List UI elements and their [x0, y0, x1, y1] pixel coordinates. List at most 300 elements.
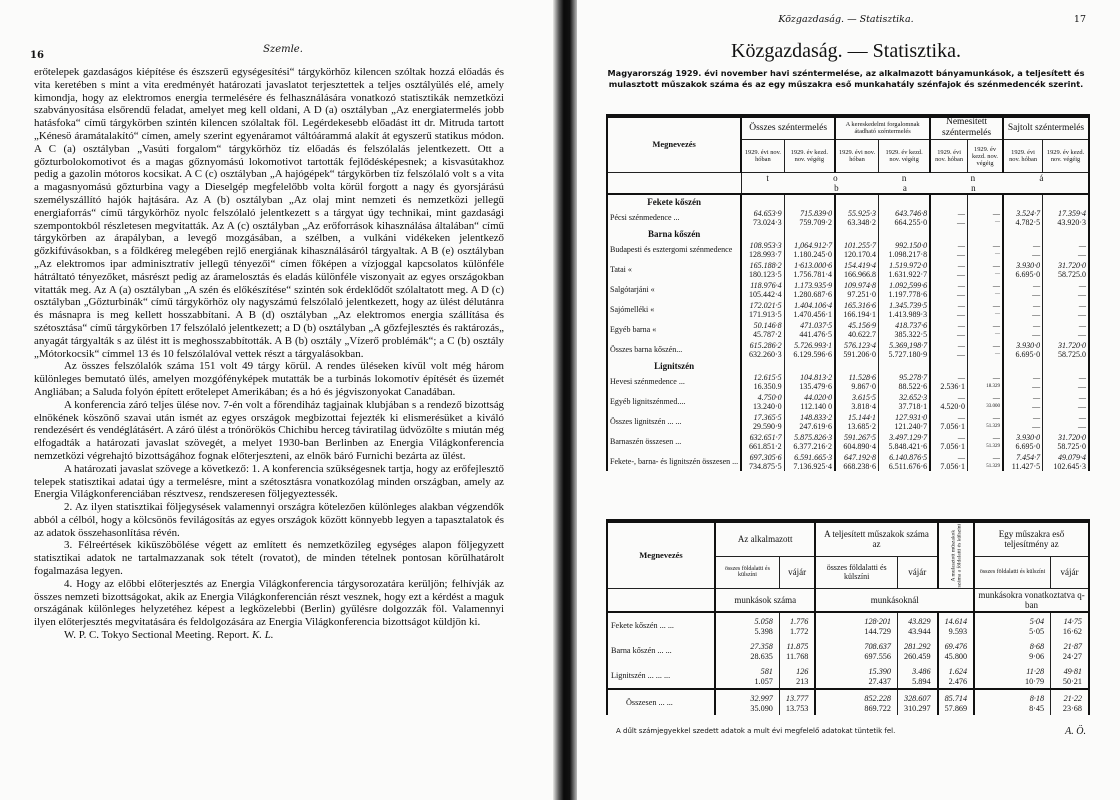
data-cell: [1051, 689, 1089, 715]
data-cell: [1051, 638, 1089, 663]
subcolumn-header: 1929. évi nov. hóban: [1003, 140, 1043, 173]
data-cell: [1051, 612, 1089, 638]
previous-year-value: 11.528·6: [848, 373, 877, 382]
previous-year-value: 14.614: [944, 617, 968, 626]
previous-year-value: 3.930·0: [1016, 261, 1041, 270]
current-value: 759.709·2: [799, 218, 833, 227]
unit-spacer: [607, 173, 741, 195]
paragraph: 4. Hogy az előbbi előterjesztés az Energia Világkonferencia tárgysorozatára kerüljön; felhívják az összes nemzeti bizottságokat, akik az Energia Világkonferencián részt vesznek, hogy ezt a kérdést a maguk országának különleges helyzetéhez képest a legközelebbi (Berlin) gyűlésre dolgozzák föl. Valamennyi ilyen előterjesztés megvitatására és feldolgozására az Energia Világkonferencia bizottságot küldjön ki.: [34, 577, 504, 629]
current-value: 6.695·0: [1015, 350, 1041, 359]
current-value: 11.768: [786, 651, 809, 661]
current-value: —: [957, 330, 966, 339]
row-label: Összesen ... ...: [607, 689, 715, 715]
paragraph: A konferencia záró teljes ülése nov. 7-én volt a főrendiház tagjainak klubjában s a rendező bizottság elnökének köszönő szavai után ismét az egyes országok megbizottai fejezték ki elismerésüket a kiváló rendezésért és vendéglátásért. A záró ülést a trónörökös Chichibu herceg táviratilag üdvözölte s miután még elfogadták a határozati javaslat szövegét, a melyet 1930-ban Berlinben az Energia Világkonferencia nemzetközi végrehajtó bizottságához fognak előterjeszteni, az elnök báró Furnichi bezárta az ülést.: [34, 398, 504, 462]
data-cell: [1003, 359, 1043, 371]
previous-year-value: 328.607: [903, 694, 931, 703]
data-cell: [835, 299, 878, 319]
data-cell: [879, 339, 931, 359]
previous-year-value: 49·81: [1063, 667, 1082, 676]
current-value: 28.635: [750, 651, 773, 661]
current-value: 29.590·9: [752, 422, 782, 431]
previous-year-value: 3.615·5: [852, 393, 877, 402]
current-value: 9·06: [1029, 651, 1045, 661]
current-value: 247.619·6: [799, 422, 833, 431]
current-value: 5.894: [912, 676, 931, 686]
data-cell: [741, 239, 784, 259]
current-value: —: [995, 312, 1000, 317]
category-label: Lignitszén: [607, 359, 741, 371]
data-cell: [1043, 359, 1089, 371]
data-cell: [784, 371, 835, 391]
current-value: 45.800: [944, 651, 968, 661]
subcol-all-employed: összes földalatti és külszíni: [715, 556, 779, 588]
previous-year-value: 64.653·9: [753, 209, 782, 218]
previous-year-value: 109.974·8: [844, 281, 877, 290]
current-value: 33.000: [986, 404, 1000, 409]
data-cell: [938, 689, 975, 715]
previous-year-value: 11.875: [786, 642, 809, 651]
data-cell: [1003, 391, 1043, 411]
data-cell: [879, 239, 931, 259]
previous-year-value: —: [957, 321, 966, 330]
previous-year-value: —: [1032, 281, 1041, 290]
current-value: 2.536·1: [940, 382, 966, 391]
previous-year-value: 172.021·5: [749, 301, 782, 310]
current-value: 105.442·4: [748, 290, 782, 299]
previous-year-value: 3.930·0: [1016, 341, 1041, 350]
current-value: 734.875·5: [748, 462, 782, 471]
data-cell: [879, 391, 931, 411]
current-value: 73.024·3: [752, 218, 782, 227]
previous-year-value: 1,064.912·7: [794, 241, 833, 250]
current-value: —: [995, 252, 1000, 257]
unit-row: t o n n á b a n: [741, 173, 1089, 195]
data-cell: [741, 339, 784, 359]
previous-year-value: —: [1078, 281, 1086, 290]
previous-year-value: 21·22: [1063, 694, 1082, 703]
data-cell: [1043, 259, 1089, 279]
footnote: [616, 727, 1086, 735]
current-value: 43.920·3: [1057, 218, 1086, 227]
data-cell: [930, 227, 967, 239]
data-cell: [930, 411, 967, 431]
data-cell: [968, 239, 1003, 259]
previous-year-value: —: [992, 433, 1000, 442]
data-cell: [879, 371, 931, 391]
current-value: 1.280.687·6: [793, 290, 833, 299]
data-cell: [741, 359, 784, 371]
footnote-signature: A. Ö.: [1065, 726, 1086, 737]
previous-year-value: —: [1078, 393, 1086, 402]
data-cell: [968, 259, 1003, 279]
previous-year-value: 708.637: [864, 642, 891, 651]
data-cell: [1043, 371, 1089, 391]
data-cell: [879, 259, 931, 279]
previous-year-value: —: [957, 413, 966, 422]
table-row: [607, 411, 1089, 431]
current-value: 869.722: [864, 703, 891, 713]
data-cell: [879, 227, 931, 239]
current-value: —: [995, 220, 1000, 225]
data-cell: [741, 451, 784, 471]
data-cell: [968, 339, 1003, 359]
subcol-vajar-employed: vájár: [779, 556, 815, 588]
table-row: [607, 207, 1089, 227]
current-value: 112.140 0: [800, 402, 833, 411]
data-cell: [879, 279, 931, 299]
column-group-commercial: A kereskedelmi forgalomnak átadható széntermelés: [835, 117, 930, 140]
current-value: 18.329: [986, 384, 1000, 389]
current-value: —: [957, 270, 966, 279]
paragraph: A határozati javaslat szövege a következő: 1. A konferencia szükségesnek tartja, hogy az erőfejlesztő telepek statisztikai adatai úgy a termelésre, mint a szétosztásra vonatkozólag minden országban, amely az Energia Világkonferenciában résztvesz, rendszeresen följegyeztessék.: [34, 462, 504, 501]
previous-year-value: 44.020·0: [804, 393, 833, 402]
current-value: 310.297: [903, 703, 931, 713]
previous-year-value: 5.058: [754, 617, 773, 626]
data-cell: [835, 227, 878, 239]
previous-year-value: —: [992, 281, 1000, 290]
previous-year-value: 1.092,599·6: [889, 281, 928, 290]
data-cell: [1003, 299, 1043, 319]
data-cell: [930, 431, 967, 451]
current-value: 24·27: [1062, 651, 1082, 661]
previous-year-value: —: [1032, 393, 1041, 402]
previous-year-value: 1.776: [789, 617, 809, 626]
current-value: 102.645·3: [1053, 462, 1086, 471]
subcol-all-shifts: összes földalatti és külszíni: [815, 556, 897, 588]
data-cell: [879, 207, 931, 227]
previous-year-value: 632.651·7: [749, 433, 782, 442]
signature: K. L.: [252, 629, 274, 642]
subcolumn-header: 1929. év kezd. nov. végéig: [784, 140, 835, 173]
column-header-name: Megnevezés: [607, 117, 741, 173]
current-value: 4.520·0: [940, 402, 966, 411]
data-cell: [1043, 299, 1089, 319]
current-value: 121.240·7: [894, 422, 928, 431]
row-label: Összes barna kőszén...: [607, 339, 741, 359]
current-value: 6.695·0: [1015, 442, 1041, 451]
row-label: Budapesti és esztergomi szénmedence: [607, 239, 741, 259]
previous-year-value: 69.476: [944, 642, 968, 651]
category-label: Fekete kőszén: [607, 194, 741, 207]
previous-year-value: 5.369,198·7: [889, 341, 928, 350]
column-group-employed: Az alkalmazott: [715, 522, 815, 556]
current-value: 5.848.421·6: [888, 442, 928, 451]
data-cell: [784, 359, 835, 371]
article-body: [34, 66, 504, 642]
data-cell: [784, 279, 835, 299]
previous-year-value: —: [992, 321, 1000, 330]
current-value: 697.556: [864, 651, 891, 661]
previous-year-value: 17.365·5: [753, 413, 782, 422]
previous-year-value: 108.953·3: [749, 241, 782, 250]
data-cell: [968, 279, 1003, 299]
previous-year-value: 852.228: [864, 694, 891, 703]
previous-year-value: —: [1032, 241, 1041, 250]
data-cell: [741, 411, 784, 431]
data-cell: [784, 411, 835, 431]
current-value: 128.993·7: [748, 250, 782, 259]
current-value: 5.398: [754, 626, 773, 636]
current-value: 1.772: [789, 626, 809, 636]
column-header-name: Megnevezés: [607, 522, 715, 589]
row-label: Fekete kőszén ... ...: [607, 612, 715, 638]
current-value: 213: [796, 676, 809, 686]
previous-year-value: 32.652·3: [899, 393, 928, 402]
data-cell: [835, 391, 878, 411]
data-cell: [1043, 239, 1089, 259]
previous-year-value: 12.615·5: [753, 373, 782, 382]
previous-year-value: —: [957, 433, 966, 442]
category-label: Barna kőszén: [607, 227, 741, 239]
previous-year-value: 17.359·4: [1058, 209, 1086, 218]
data-cell: [1043, 411, 1089, 431]
previous-year-value: —: [1032, 301, 1041, 310]
previous-year-value: 3.930·0: [1016, 433, 1041, 442]
data-cell: [1003, 371, 1043, 391]
previous-year-value: 165.188·2: [749, 261, 782, 270]
previous-year-value: 591.267·5: [844, 433, 877, 442]
section-title: Közgazdaság. — Statisztika.: [731, 40, 961, 62]
data-cell: [835, 371, 878, 391]
current-value: 43.944: [908, 626, 931, 636]
previous-year-value: 128·201: [864, 617, 891, 626]
current-value: —: [1078, 290, 1086, 299]
previous-year-value: 281.292: [903, 642, 931, 651]
data-cell: [938, 612, 975, 638]
current-value: 7.056·1: [940, 422, 966, 431]
current-value: 2.476: [948, 676, 968, 686]
current-value: 16.350.9: [753, 382, 782, 391]
current-value: 8·45: [1029, 703, 1045, 713]
data-cell: [1003, 279, 1043, 299]
table-row: [607, 451, 1089, 471]
previous-year-value: —: [957, 241, 966, 250]
current-value: 1.057: [754, 676, 773, 686]
data-cell: [1003, 227, 1043, 239]
table-row: [607, 612, 1089, 638]
running-head-left: Szemle.: [263, 44, 303, 55]
page-number-right: 17: [1073, 14, 1086, 25]
current-value: —: [1078, 250, 1086, 259]
previous-year-value: 127.931·0: [895, 413, 928, 422]
previous-year-value: 418.737·6: [895, 321, 928, 330]
data-cell: [784, 194, 835, 207]
data-cell: [815, 638, 897, 663]
data-cell: [835, 451, 878, 471]
data-cell: [835, 319, 878, 339]
current-value: 3.818·4: [851, 402, 877, 411]
right-page-header: [606, 14, 1086, 25]
subcol-all-output: összes földalatti és külszíni: [974, 556, 1051, 588]
data-cell: [741, 319, 784, 339]
previous-year-value: 1.519.972·0: [889, 261, 928, 270]
data-cell: [741, 259, 784, 279]
subcolumn-header: 1929. év kezd. nov. végéig: [968, 140, 1003, 173]
data-cell: [784, 391, 835, 411]
current-value: 51.329: [986, 444, 1000, 449]
current-value: 58.725.0: [1058, 270, 1086, 279]
data-cell: [930, 391, 967, 411]
previous-year-value: 471.037·5: [800, 321, 833, 330]
current-value: 88.522·6: [898, 382, 928, 391]
data-cell: [835, 239, 878, 259]
data-cell: [835, 359, 878, 371]
data-cell: [879, 451, 931, 471]
table-row: [607, 299, 1089, 319]
previous-year-value: 4.750·0: [757, 393, 782, 402]
current-value: 51.329: [986, 464, 1000, 469]
data-cell: [879, 194, 931, 207]
data-cell: [938, 638, 975, 663]
data-cell: [784, 299, 835, 319]
data-cell: [974, 638, 1051, 663]
data-cell: [968, 391, 1003, 411]
previous-year-value: 126: [796, 667, 809, 676]
data-cell: [968, 319, 1003, 339]
current-value: 591.206·0: [843, 350, 877, 359]
current-value: —: [957, 290, 966, 299]
data-cell: [879, 319, 931, 339]
current-value: 1.631.922·7: [888, 270, 928, 279]
data-cell: [779, 689, 815, 715]
previous-year-value: 3.497.129·7: [889, 433, 928, 442]
data-cell: [1003, 207, 1043, 227]
table-caption: Magyarország 1929. évi november havi széntermelése, az alkalmazott bányamunkások, a teljesített és mulasztott műszakok száma és az egy műszakra eső munkahatály szénfajok és szénmedencék szerint.: [607, 68, 1085, 89]
data-cell: [1003, 431, 1043, 451]
previous-year-value: 50.146·8: [753, 321, 782, 330]
current-value: 1.197.778·6: [888, 290, 928, 299]
previous-year-value: 615.286·2: [749, 341, 782, 350]
previous-year-value: —: [957, 261, 966, 270]
current-value: 6.129.596·6: [793, 350, 833, 359]
previous-year-value: 1.173.935·9: [794, 281, 833, 290]
data-cell: [1043, 339, 1089, 359]
current-value: 661.851·2: [748, 442, 782, 451]
data-cell: [968, 431, 1003, 451]
current-value: 1.180.245·0: [793, 250, 833, 259]
table-row: [607, 239, 1089, 259]
data-cell: [930, 239, 967, 259]
previous-year-value: 31.720·0: [1058, 261, 1086, 270]
data-cell: [930, 207, 967, 227]
data-cell: [968, 207, 1003, 227]
category-row: [607, 227, 1089, 239]
previous-year-value: 1.345.739·5: [889, 301, 928, 310]
current-value: 180.123·5: [748, 270, 782, 279]
previous-year-value: —: [1078, 373, 1086, 382]
data-cell: [741, 207, 784, 227]
data-cell: [741, 391, 784, 411]
data-cell: [835, 279, 878, 299]
current-value: —: [957, 250, 966, 259]
current-value: 7.136.925·4: [793, 462, 833, 471]
data-cell: [968, 451, 1003, 471]
previous-year-value: 3.524·7: [1016, 209, 1041, 218]
data-cell: [930, 299, 967, 319]
previous-year-value: 13.777: [785, 694, 809, 703]
previous-year-value: 31.720·0: [1058, 433, 1086, 442]
current-value: 6.695·0: [1015, 270, 1041, 279]
current-value: 5.727.180·9: [888, 350, 928, 359]
book-gutter: [553, 0, 577, 800]
data-cell: [815, 612, 897, 638]
previous-year-value: —: [957, 453, 966, 462]
previous-year-value: —: [992, 453, 1000, 462]
table-row: [607, 319, 1089, 339]
data-cell: [1043, 227, 1089, 239]
paragraph: 3. Félreértések kiküszöbölése végett az említett és nemzetközileg egységes alapon följegyzett statisztikai adatok ne tartalmazzanak sok tételt (rovatot), de minden tételnek pontosan körülhatárolt fogalmazása legyen.: [34, 539, 504, 578]
data-cell: [930, 279, 967, 299]
previous-year-value: 45.156·9: [848, 321, 877, 330]
data-cell: [715, 638, 779, 663]
previous-year-value: 581: [760, 667, 773, 676]
data-cell: [741, 194, 784, 207]
previous-year-value: 1.624: [948, 667, 968, 676]
current-value: —: [995, 292, 1000, 297]
data-cell: [897, 612, 937, 638]
category-row: [607, 359, 1089, 371]
current-value: 1.413.989·3: [888, 310, 928, 319]
data-cell: [1043, 451, 1089, 471]
page-number-left: 16: [30, 50, 44, 61]
data-cell: [930, 259, 967, 279]
current-value: —: [1032, 290, 1041, 299]
previous-year-value: —: [992, 413, 1000, 422]
current-value: 7.056·1: [940, 462, 966, 471]
previous-year-value: 55.925·3: [848, 209, 877, 218]
data-cell: [835, 194, 878, 207]
data-cell: [879, 359, 931, 371]
current-value: —: [957, 218, 966, 227]
paragraph: erőtelepek gazdaságos kiépítése és észszerű egységesítési“ tárgykörhöz kilencen szóltak hozzá előadás és vita keretében s mint a vita eredményét határozati javaslatot terjesztettek a teljes osztályülés elé, amely kimondja, hogy az elektromos energia termelésére és felhasználására vonatkozó statisztikák nemzetközi szabványosítása elsőrendű feladat, amelyet meg kell oldani, A D (a) osztályban „Az energiatermelés jobb hatásfoka“ című tárgykörben szintén kilencen szólaltak föl. Legérdekesebb előadást itt dr. Mitruda tartott „Kénesö áramátalakító“ címen, amely szerint egyenáramot váltóárammá alakít át egyszerű statikus módon. A C (a) osztályban „Vasúti forgalom“ tárgykörhöz tíz előadás és felszólalás jelentkezett. Ott a gőzturbolokomotivot és a magas gőznyomású lokomotivot tartották fejlődésképesnek; a kisvasútakhoz pedig a gazolin mótoros kocsikat. A C (c) osztályban „A hajógépek“ tárgykörben tíz felszólaló volt s a vita a magasnyomású gőzturbina vagy a Dieselgép megfelelőbb volta körül forgott a nagy és gyorsjárású személyszállító hajók hajtására. Az A (b) osztályban „Az olaj mint nemzeti és nemzetközi jellegű energiaforrás“ című tárgykörhöz nyolc felszólaló jelentkezett s a tárgyat úgy technikai, mint gazdasági szempontokból részletesen megvitatták. Az A (c) osztályban „Az erőforrások kihasználása általában“ című tárgykörben az árapályban, a levegő mozgásában, a szélben, a vulkáni vidékeken jelentkező gőzkifúvásokban, s a földkéreg melegében rejlő energiának kihasználásáról tárgyaltak. A B (e) osztályban „Az elektromos ipar adminisztratív jellegű tényezői“ címen főképen a vízjoggal kapcsolatos különféle hátráltató tényezőket, másrészt pedig az áramelosztás és eladás különféle viszonyait az egyes országokban vitatták meg. Az A (a) osztályban „A szén és előkészítése“ szintén sok érdeklődőt szólaltatott meg. A D (c) osztályban „Gőzturbinák“ című tárgykörhöz oly nagyszámú felszólaló jelentkezett, hogy az ülést délutánra és másnapra is meg kellett hosszabbítani. A B (d) osztályban „Az elektromos energia szállítása és szétosztása“ című tárgykörben 17 felszólaló jelentkezett; a D (b) osztályban „A gőzfejlesztés és raktározás„ anyagát tárgyalták s az ülést itt is meghosszabbították. A B (b) osztály „Vízerő problémák“; a C (b) osztály „Mótorkocsik“ címmel 13 és 10 felszólalóval vettek részt a tárgyalásokban.: [34, 66, 504, 360]
data-cell: [835, 339, 878, 359]
previous-year-value: 5·04: [1029, 617, 1045, 626]
current-value: 1.470.456·1: [793, 310, 833, 319]
previous-year-value: —: [1078, 413, 1086, 422]
paragraph: Az összes felszólalók száma 151 volt 49 tárgy körül. A rendes üléseken kívül volt még három különleges bemutató ülés, amelyen mozgófényképek mutatták be a turbinás lokomotív építését és üzemét Angliában; a Saluda folyón épített erőtelepet Amerikában; és a hó és jégviszonyokat Canadában.: [34, 360, 504, 398]
previous-year-value: 165.316·6: [844, 301, 877, 310]
current-value: 37.718·1: [898, 402, 928, 411]
data-cell: [784, 319, 835, 339]
previous-year-value: —: [992, 393, 1000, 402]
previous-year-value: 576.123·4: [844, 341, 877, 350]
row-label: Hevesi szénmedence ...: [607, 371, 741, 391]
previous-year-value: —: [992, 373, 1000, 382]
previous-year-value: 148.833·2: [800, 413, 833, 422]
previous-year-value: —: [1032, 373, 1041, 382]
previous-year-value: —: [957, 281, 966, 290]
previous-year-value: 43.829: [908, 617, 931, 626]
current-value: 11.427·5: [1011, 462, 1041, 471]
data-cell: [815, 663, 897, 689]
row-label: Egyéb barna «: [607, 319, 741, 339]
unit-shifts: munkásoknál: [815, 589, 974, 613]
data-cell: [1003, 411, 1043, 431]
data-cell: [784, 339, 835, 359]
data-cell: [784, 259, 835, 279]
current-value: 58.725.0: [1058, 350, 1086, 359]
data-cell: [815, 689, 897, 715]
subcolumn-header: 1929. évi nov. hóban: [741, 140, 784, 173]
current-value: 4.782·5: [1015, 218, 1041, 227]
running-head-right: Közgazdaság. — Statisztika.: [778, 14, 914, 25]
paragraph: 2. Az ilyen statisztikai följegysések valamennyi országra kötelezően különleges alakban végzendők abból a célból, hogy a kölcsönös fevilágosítás az egyes országok között könnyebb legyen a tapasztalatok és az adatok összehasonlítása révén.: [34, 501, 504, 539]
current-value: 441.476·5: [799, 330, 833, 339]
current-value: 166.966.8: [844, 270, 877, 279]
category-row: [607, 194, 1089, 207]
current-value: —: [957, 350, 966, 359]
previous-year-value: 1.404.106·4: [794, 301, 833, 310]
